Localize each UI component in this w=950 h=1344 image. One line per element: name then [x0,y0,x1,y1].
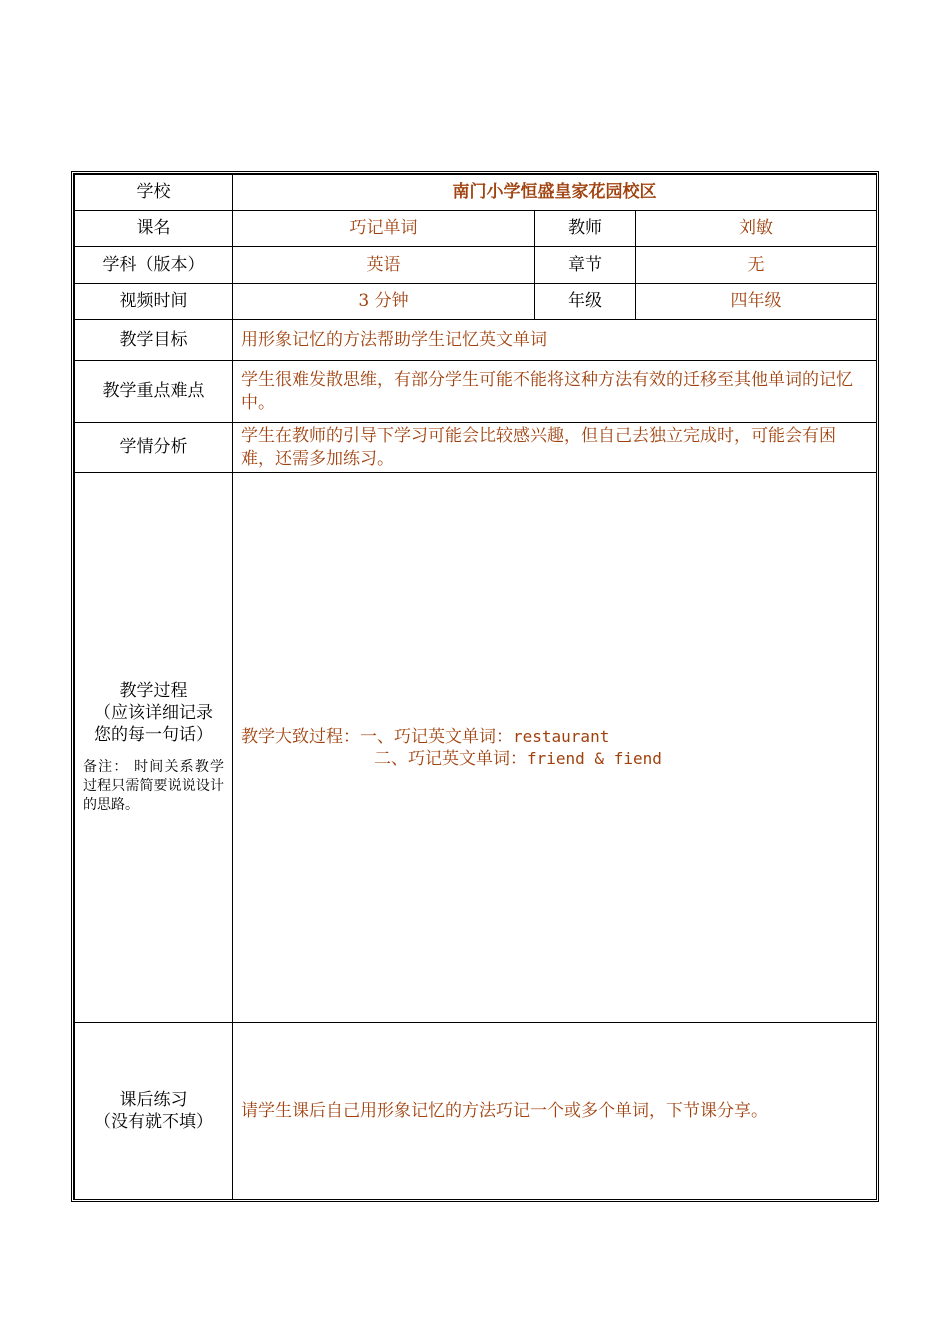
grade-value: 四年级 [636,284,877,320]
row-subject [75,247,877,284]
process-step-1 [241,726,868,748]
course-value: 巧记单词 [233,211,535,247]
goal-label: 教学目标 [75,320,233,361]
row-school [75,175,877,211]
teacher-label: 教师 [535,211,636,247]
process-step-2-prefix: 二、巧记英文单词： [374,748,527,769]
row-goal [75,320,877,361]
school-value: 南门小学恒盛皇家花园校区 [233,175,877,211]
chapter-label: 章节 [535,247,636,284]
subject-value: 英语 [233,247,535,284]
process-step-1-prefix: 一、巧记英文单词： [360,726,513,747]
homework-label-line1: 课后练习 [119,1090,188,1110]
process-step-2-word: friend & fiend [527,748,662,768]
row-video [75,284,877,320]
analysis-label: 学情分析 [75,423,233,473]
school-label: 学校 [75,175,233,211]
analysis-value: 学生在教师的引导下学习可能会比较感兴趣，但自己去独立完成时，可能会有困难，还需多加练习。 [233,423,877,473]
lesson-plan-table [74,174,877,1200]
row-course [75,211,877,247]
difficulty-value: 学生很难发散思维，有部分学生可能不能将这种方法有效的迁移至其他单词的记忆中。 [233,361,877,423]
process-label-line2: （应该详细记录 [94,703,213,723]
row-analysis [75,423,877,473]
grade-label: 年级 [535,284,636,320]
teacher-value: 刘敏 [636,211,877,247]
course-label: 课名 [75,211,233,247]
process-step-2 [241,748,868,770]
process-note: 备注： 时间关系教学过程只需简要说说设计的思路。 [83,759,224,813]
process-label-line3: 您的每一句话） [94,725,213,745]
goal-value: 用形象记忆的方法帮助学生记忆英文单词 [233,320,877,361]
row-process [75,473,877,1023]
video-time-label: 视频时间 [75,284,233,320]
process-content-cell [233,473,877,1023]
homework-label-cell [75,1023,233,1200]
process-label-cell [75,473,233,1023]
row-difficulty [75,361,877,423]
row-homework [75,1023,877,1200]
process-label-line1: 教学过程 [119,681,188,701]
process-intro: 教学大致过程： [241,726,360,747]
lesson-plan-form [71,171,879,1202]
homework-value: 请学生课后自己用形象记忆的方法巧记一个或多个单词，下节课分享。 [233,1023,877,1200]
homework-label-line2: （没有就不填） [94,1112,213,1132]
video-time-value: 3 分钟 [233,284,535,320]
subject-label: 学科（版本） [75,247,233,284]
difficulty-label: 教学重点难点 [75,361,233,423]
process-step-1-word: restaurant [513,726,610,746]
chapter-value: 无 [636,247,877,284]
